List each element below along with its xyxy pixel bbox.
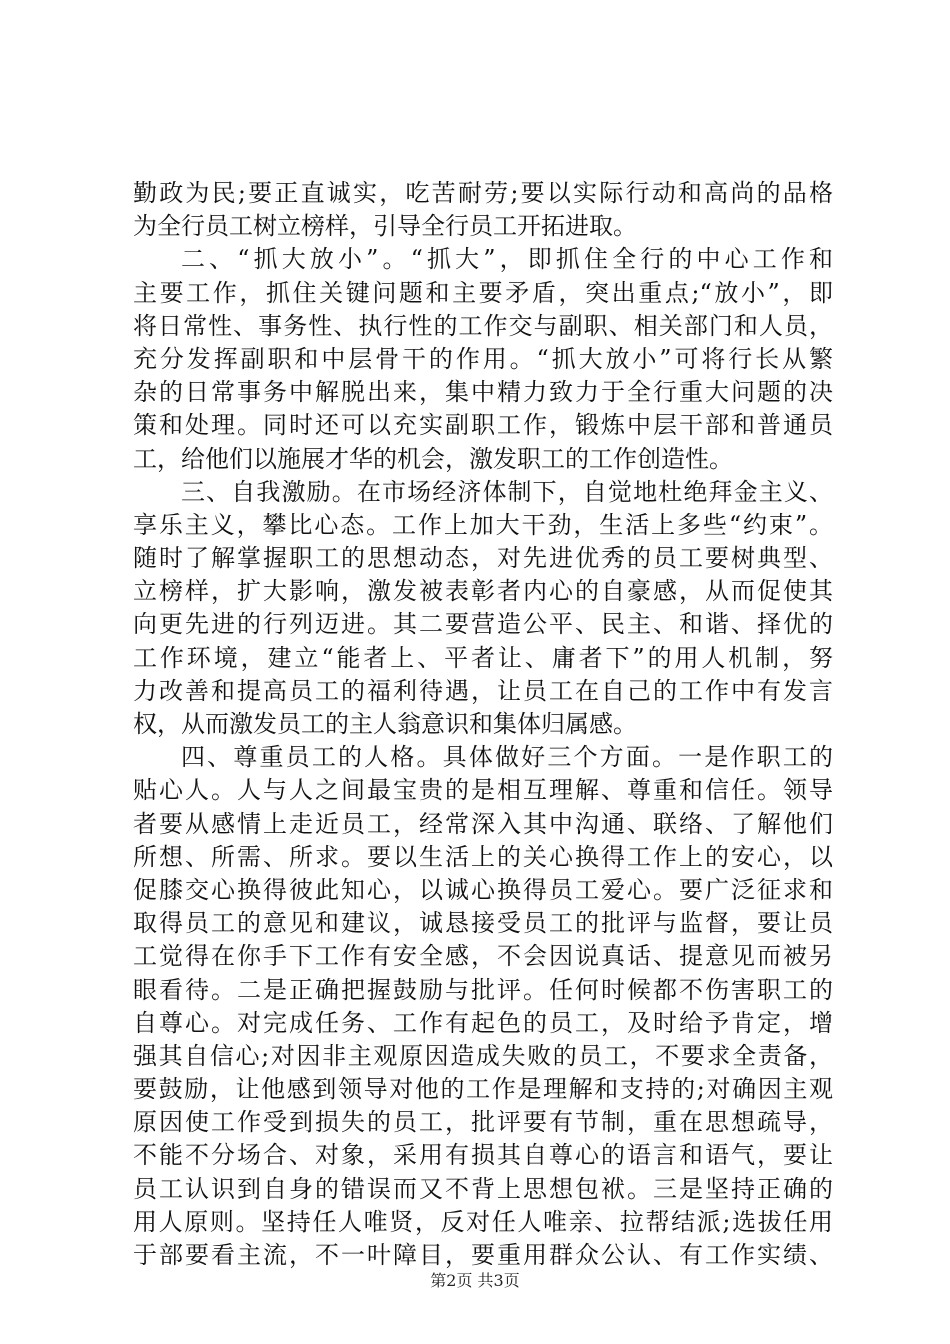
text-line: 工觉得在你手下工作有安全感，不会因说真话、提意见而被另 bbox=[133, 942, 833, 971]
text-line: 策和处理。同时还可以充实副职工作，锻炼中层干部和普通员 bbox=[133, 411, 833, 440]
body-text bbox=[133, 177, 833, 1272]
text-line: 充分发挥副职和中层骨干的作用。“抓大放小”可将行长从繁 bbox=[133, 344, 833, 373]
text-line: 立榜样，扩大影响，激发被表彰者内心的自豪感，从而促使其 bbox=[133, 577, 833, 606]
page-footer: 第2页 共3页 bbox=[430, 1271, 520, 1290]
text-line: 工，给他们以施展才华的机会，激发职工的工作创造性。 bbox=[133, 444, 733, 473]
text-line: 原因使工作受到损失的员工，批评要有节制，重在思想疏导， bbox=[133, 1108, 833, 1137]
text-line: 者要从感情上走近员工，经常深入其中沟通、联络、了解他们 bbox=[133, 809, 833, 838]
text-line: 不能不分场合、对象，采用有损其自尊心的语言和语气，要让 bbox=[133, 1141, 833, 1170]
text-line: 要鼓励，让他感到领导对他的工作是理解和支持的;对确因主观 bbox=[133, 1075, 833, 1104]
text-line: 所想、所需、所求。要以生活上的关心换得工作上的安心，以 bbox=[133, 842, 833, 871]
text-line: 强其自信心;对因非主观原因造成失败的员工，不要求全责备， bbox=[133, 1041, 833, 1070]
text-line: 为全行员工树立榜样，引导全行员工开拓进取。 bbox=[133, 212, 637, 241]
text-line: 于部要看主流，不一叶障目，要重用群众公认、有工作实绩、 bbox=[133, 1241, 833, 1269]
text-line: 用人原则。坚持任人唯贤，反对任人唯亲、拉帮结派;选拔任用 bbox=[133, 1207, 833, 1236]
text-line: 促膝交心换得彼此知心，以诚心换得员工爱心。要广泛征求和 bbox=[133, 875, 833, 904]
text-line: 享乐主义，攀比心态。工作上加大干劲，生活上多些“约束”。 bbox=[133, 510, 833, 539]
text-line: 力改善和提高员工的福利待遇，让员工在自己的工作中有发言 bbox=[133, 676, 833, 705]
text-line: 向更先进的行列迈进。其二要营造公平、民主、和谐、择优的 bbox=[133, 610, 833, 639]
text-line: 勤政为民;要正直诚实，吃苦耐劳;要以实际行动和高尚的品格 bbox=[133, 179, 833, 207]
text-line: 将日常性、事务性、执行性的工作交与副职、相关部门和人员， bbox=[133, 311, 833, 340]
text-line: 自尊心。对完成任务、工作有起色的员工，及时给予肯定，增 bbox=[133, 1008, 833, 1037]
text-line: 工作环境，建立“能者上、平者让、庸者下”的用人机制，努 bbox=[133, 643, 833, 672]
text-line: 取得员工的意见和建议，诚恳接受员工的批评与监督，要让员 bbox=[133, 909, 833, 938]
text-line: 员工认识到自身的错误而又不背上思想包袱。三是坚持正确的 bbox=[133, 1174, 833, 1203]
text-line: 眼看待。二是正确把握鼓励与批评。任何时候都不伤害职工的 bbox=[133, 975, 833, 1004]
text-line: 随时了解掌握职工的思想动态，对先进优秀的员工要树典型、 bbox=[133, 544, 833, 573]
text-line: 四、尊重员工的人格。具体做好三个方面。一是作职工的 bbox=[181, 743, 833, 772]
text-line: 三、自我激励。在市场经济体制下，自觉地杜绝拜金主义、 bbox=[181, 477, 833, 506]
text-line: 主要工作，抓住关键问题和主要矛盾，突出重点;“放小”，即 bbox=[133, 278, 833, 307]
text-line: 权，从而激发员工的主人翁意识和集体归属感。 bbox=[133, 710, 637, 738]
text-line: 二、“抓大放小”。“抓大”，即抓住全行的中心工作和 bbox=[181, 245, 833, 274]
text-line: 贴心人。人与人之间最宝贵的是相互理解、尊重和信任。领导 bbox=[133, 776, 833, 805]
text-line: 杂的日常事务中解脱出来，集中精力致力于全行重大问题的决 bbox=[133, 378, 833, 407]
